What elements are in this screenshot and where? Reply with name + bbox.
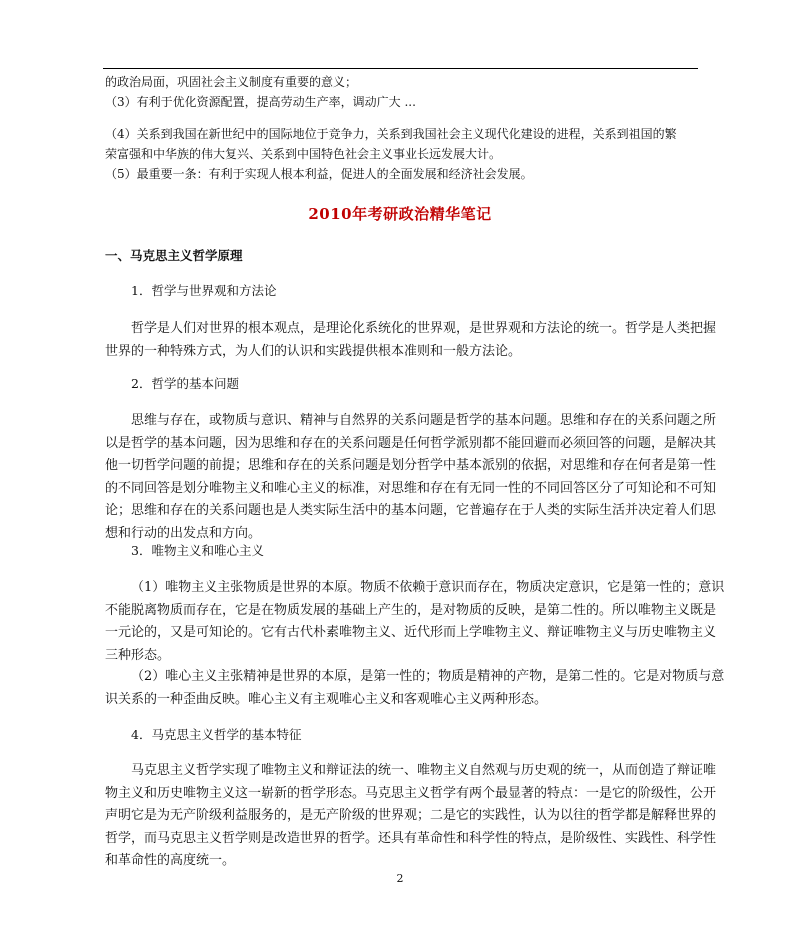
paragraph [105, 760, 717, 873]
paragraph-line: 声明它是为无产阶级利益服务的，是无产阶级的世界观；二是它的实践性，认为以往的哲学都是解释世界的 [105, 808, 717, 823]
document-title: 2010年考研政治精华笔记 [308, 205, 492, 223]
paragraph-line: 哲学，而马克思主义哲学则是改造世界的哲学。还具有革命性和科学性的特点，是阶级性、实践性、科学性 [105, 830, 717, 846]
header-rule [103, 68, 698, 69]
subsection-heading: 2．哲学的基本问题 [131, 376, 239, 391]
subsection-heading: 3．唯物主义和唯心主义 [131, 543, 264, 558]
paragraph [105, 577, 725, 667]
paragraph-line: 他一切哲学问题的前提；思维和存在的关系问题是划分哲学中基本派别的依据，对思维和存在何者是第一性 [105, 458, 717, 473]
section-heading: 一、马克思主义哲学原理 [105, 248, 243, 263]
paragraph-line: 不能脱离物质而存在，它是在物质发展的基础上产生的，是对物质的反映，是第二性的。所以唯物主义既是 [105, 602, 717, 618]
subsection-heading: 1．哲学与世界观和方法论 [131, 283, 277, 298]
paragraph-line: 的不同回答是划分唯物主义和唯心主义的标准，对思维和存在有无同一性的不同回答区分了可知论和不可知 [105, 480, 717, 496]
paragraph-line: 马克思主义哲学实现了唯物主义和辩证法的统一、唯物主义自然观与历史观的统一，从而创造了辩证唯 [131, 763, 717, 778]
paragraph-line: 论；思维和存在的关系问题也是人类实际生活中的基本问题，它普遍存在于人类的实际生活并决定着人们思 [105, 503, 717, 518]
paragraph-line: 世界的一种特殊方式，为人们的认识和实践提供根本准则和一般方法论。 [105, 343, 522, 359]
paragraph-line: 和革命性的高度统一。 [105, 853, 236, 868]
paragraph-line: 物主义和历史唯物主义这一崭新的哲学形态。马克思主义哲学有两个最显著的特点：一是它的阶级性，公开 [105, 785, 717, 801]
paragraph-line: （2）唯心主义主张精神是世界的本原，是第一性的；物质是精神的产物，是第二性的。它是对物质与意 [131, 669, 725, 684]
paragraph-line: （1）唯物主义主张物质是世界的本原。物质不依赖于意识而存在，物质决定意识，它是第一性的；意识 [131, 580, 725, 595]
paragraph [105, 410, 717, 545]
subsection-heading: 4．马克思主义哲学的基本特征 [131, 727, 302, 742]
paragraph-line: 识关系的一种歪曲反映。唯心主义有主观唯心主义和客观唯心主义两种形态。 [105, 691, 548, 707]
page-number: 2 [396, 872, 404, 885]
paragraph [105, 318, 717, 363]
paragraph-line: 三种形态。 [105, 647, 171, 663]
text-line: （4）关系到我国在新世纪中的国际地位于竞争力，关系到我国社会主义现代化建设的进程，关系到祖国的繁 [105, 127, 677, 141]
paragraph-line: 以是哲学的基本问题，因为思维和存在的关系问题是任何哲学派别都不能回避而必须回答的问题，是解决其 [105, 435, 717, 451]
paragraph-line: 思维与存在，或物质与意识、精神与自然界的关系问题是哲学的基本问题。思维和存在的关系问题之所 [131, 413, 717, 428]
paragraph-line: 一元论的，又是可知论的。它有古代朴素唯物主义、近代形而上学唯物主义、辩证唯物主义与历史唯物主义 [105, 625, 717, 640]
paragraph-line: 哲学是人们对世界的根本观点，是理论化系统化的世界观，是世界观和方法论的统一。哲学是人类把握 [131, 321, 717, 336]
text-line: （5）最重要一条：有利于实现人根本利益，促进人的全面发展和经济社会发展。 [105, 167, 533, 181]
paragraph [105, 666, 725, 711]
text-line: （3）有利于优化资源配置，提高劳动生产率，调动广大 ... [105, 95, 416, 109]
paragraph-line: 想和行动的出发点和方向。 [105, 525, 262, 541]
text-line: 的政治局面，巩固社会主义制度有重要的意义； [105, 75, 358, 89]
text-line: 荣富强和中华族的伟大复兴、关系到中国特色社会主义事业长远发展大计。 [105, 147, 502, 161]
